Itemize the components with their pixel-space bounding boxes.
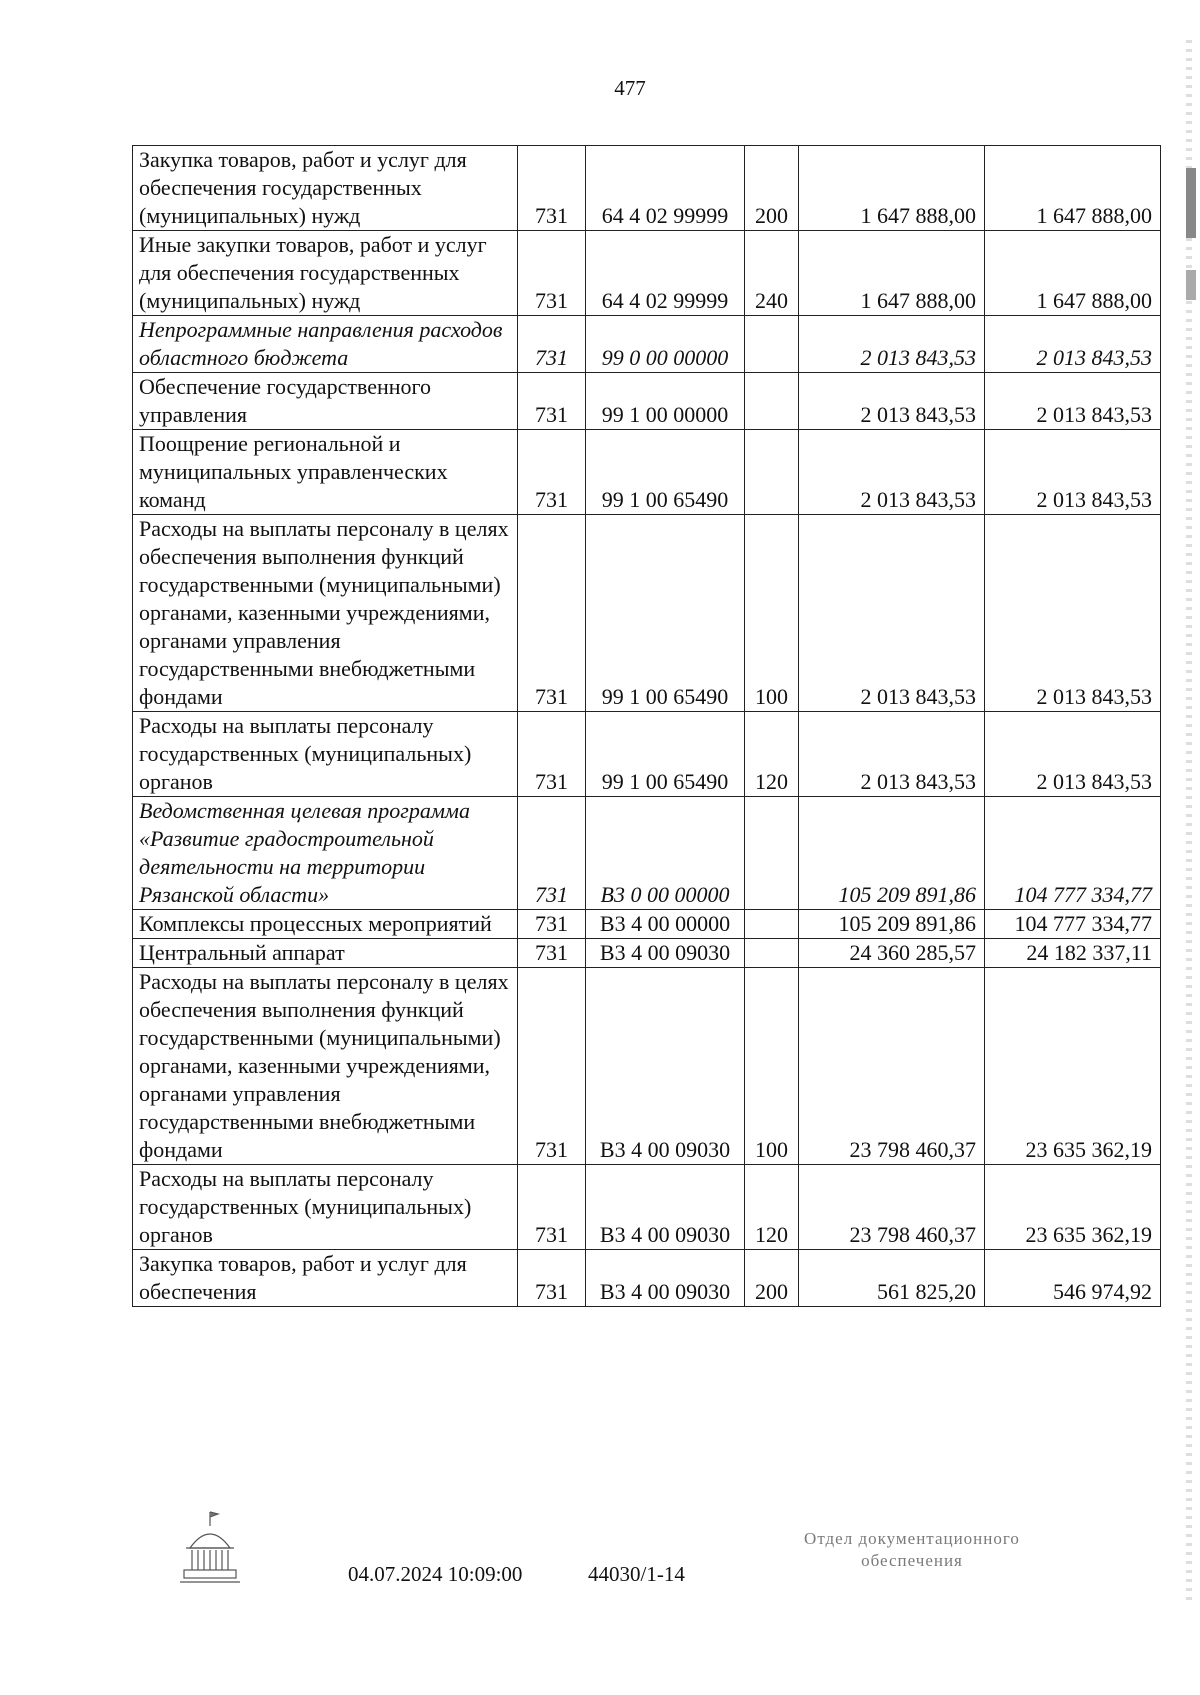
cell-ministry-code: 731 — [518, 968, 586, 1165]
cell-sum-1: 1 647 888,00 — [799, 146, 985, 231]
cell-target-article: В3 0 00 00000 — [586, 797, 745, 910]
table-row — [133, 939, 1161, 968]
cell-name: Закупка товаров, работ и услуг для обеспечения государственных (муниципальных) нужд — [133, 146, 518, 231]
cell-target-article: 99 1 00 65490 — [586, 515, 745, 712]
cell-expense-type: 120 — [745, 712, 799, 797]
cell-expense-type — [745, 373, 799, 430]
cell-sum-2: 23 635 362,19 — [985, 968, 1161, 1165]
scan-edge-mark — [1186, 270, 1196, 300]
cell-name: Поощрение региональной и муниципальных управленческих команд — [133, 430, 518, 515]
cell-sum-1: 2 013 843,53 — [799, 712, 985, 797]
cell-expense-type: 200 — [745, 1250, 799, 1307]
cell-target-article: 99 1 00 65490 — [586, 712, 745, 797]
cell-expense-type — [745, 316, 799, 373]
cell-expense-type — [745, 430, 799, 515]
cell-target-article: 64 4 02 99999 — [586, 146, 745, 231]
cell-sum-2: 104 777 334,77 — [985, 797, 1161, 910]
cell-name: Расходы на выплаты персоналу государственных (муниципальных) органов — [133, 1165, 518, 1250]
cell-sum-1: 2 013 843,53 — [799, 373, 985, 430]
cell-expense-type: 100 — [745, 968, 799, 1165]
cell-sum-2: 2 013 843,53 — [985, 515, 1161, 712]
cell-sum-2: 2 013 843,53 — [985, 712, 1161, 797]
cell-expense-type: 200 — [745, 146, 799, 231]
stamp-line-1: Отдел документационного — [804, 1529, 1020, 1548]
cell-name: Комплексы процессных мероприятий — [133, 910, 518, 939]
page-number: 477 — [614, 76, 646, 100]
scan-edge-mark — [1186, 168, 1196, 238]
table-row — [133, 373, 1161, 430]
cell-sum-2: 1 647 888,00 — [985, 146, 1161, 231]
cell-sum-2: 2 013 843,53 — [985, 430, 1161, 515]
cell-expense-type: 100 — [745, 515, 799, 712]
cell-name: Иные закупки товаров, работ и услуг для обеспечения государственных (муниципальных) нужд — [133, 231, 518, 316]
cell-ministry-code: 731 — [518, 515, 586, 712]
table-row — [133, 430, 1161, 515]
table-row — [133, 146, 1161, 231]
table-row — [133, 797, 1161, 910]
table-row — [133, 1165, 1161, 1250]
cell-name: Закупка товаров, работ и услуг для обеспечения — [133, 1250, 518, 1307]
duma-building-logo-icon — [176, 1508, 244, 1586]
cell-ministry-code: 731 — [518, 797, 586, 910]
cell-target-article: 99 1 00 00000 — [586, 373, 745, 430]
cell-ministry-code: 731 — [518, 430, 586, 515]
cell-ministry-code: 731 — [518, 316, 586, 373]
cell-sum-1: 23 798 460,37 — [799, 1165, 985, 1250]
cell-ministry-code: 731 — [518, 939, 586, 968]
cell-target-article: В3 4 00 09030 — [586, 1165, 745, 1250]
cell-expense-type — [745, 797, 799, 910]
cell-target-article: В3 4 00 00000 — [586, 910, 745, 939]
cell-name: Центральный аппарат — [133, 939, 518, 968]
cell-expense-type — [745, 910, 799, 939]
table-row — [133, 712, 1161, 797]
cell-target-article: В3 4 00 09030 — [586, 939, 745, 968]
cell-expense-type — [745, 939, 799, 968]
cell-sum-1: 1 647 888,00 — [799, 231, 985, 316]
budget-table-body — [133, 146, 1161, 1307]
cell-sum-2: 23 635 362,19 — [985, 1165, 1161, 1250]
cell-sum-2: 24 182 337,11 — [985, 939, 1161, 968]
cell-name: Расходы на выплаты персоналу в целях обеспечения выполнения функций государственными (муниципальными) органами, казенными учреждениями, органами управления государственными внебюджетными фондами — [133, 515, 518, 712]
footer-date: 04.07.2024 10:09:00 — [348, 1562, 523, 1586]
cell-expense-type: 240 — [745, 231, 799, 316]
cell-target-article: 99 0 00 00000 — [586, 316, 745, 373]
department-stamp — [762, 1528, 1062, 1572]
cell-sum-1: 105 209 891,86 — [799, 797, 985, 910]
cell-sum-1: 2 013 843,53 — [799, 515, 985, 712]
cell-sum-2: 1 647 888,00 — [985, 231, 1161, 316]
cell-sum-2: 546 974,92 — [985, 1250, 1161, 1307]
cell-sum-1: 23 798 460,37 — [799, 968, 985, 1165]
budget-table — [132, 145, 1161, 1307]
cell-ministry-code: 731 — [518, 1250, 586, 1307]
table-row — [133, 316, 1161, 373]
cell-target-article: В3 4 00 09030 — [586, 1250, 745, 1307]
table-row — [133, 231, 1161, 316]
cell-expense-type: 120 — [745, 1165, 799, 1250]
cell-ministry-code: 731 — [518, 1165, 586, 1250]
stamp-line-2: обеспечения — [861, 1551, 963, 1570]
cell-name: Непрограммные направления расходов областного бюджета — [133, 316, 518, 373]
cell-ministry-code: 731 — [518, 146, 586, 231]
cell-ministry-code: 731 — [518, 910, 586, 939]
cell-sum-2: 104 777 334,77 — [985, 910, 1161, 939]
cell-sum-1: 24 360 285,57 — [799, 939, 985, 968]
table-row — [133, 968, 1161, 1165]
cell-name: Расходы на выплаты персоналу в целях обеспечения выполнения функций государственными (муниципальными) органами, казенными учреждениями, органами управления государственными внебюджетными фондами — [133, 968, 518, 1165]
cell-name: Расходы на выплаты персоналу государственных (муниципальных) органов — [133, 712, 518, 797]
cell-sum-1: 561 825,20 — [799, 1250, 985, 1307]
table-row — [133, 910, 1161, 939]
cell-name: Обеспечение государственного управления — [133, 373, 518, 430]
table-row — [133, 1250, 1161, 1307]
cell-sum-2: 2 013 843,53 — [985, 316, 1161, 373]
cell-target-article: 99 1 00 65490 — [586, 430, 745, 515]
cell-target-article: 64 4 02 99999 — [586, 231, 745, 316]
cell-ministry-code: 731 — [518, 231, 586, 316]
cell-sum-1: 2 013 843,53 — [799, 316, 985, 373]
cell-ministry-code: 731 — [518, 712, 586, 797]
cell-sum-2: 2 013 843,53 — [985, 373, 1161, 430]
cell-sum-1: 105 209 891,86 — [799, 910, 985, 939]
table-row — [133, 515, 1161, 712]
footer-reg-number: 44030/1-14 — [588, 1562, 685, 1586]
cell-sum-1: 2 013 843,53 — [799, 430, 985, 515]
cell-ministry-code: 731 — [518, 373, 586, 430]
cell-target-article: В3 4 00 09030 — [586, 968, 745, 1165]
cell-name: Ведомственная целевая программа «Развитие градостроительной деятельности на территории Рязанской области» — [133, 797, 518, 910]
